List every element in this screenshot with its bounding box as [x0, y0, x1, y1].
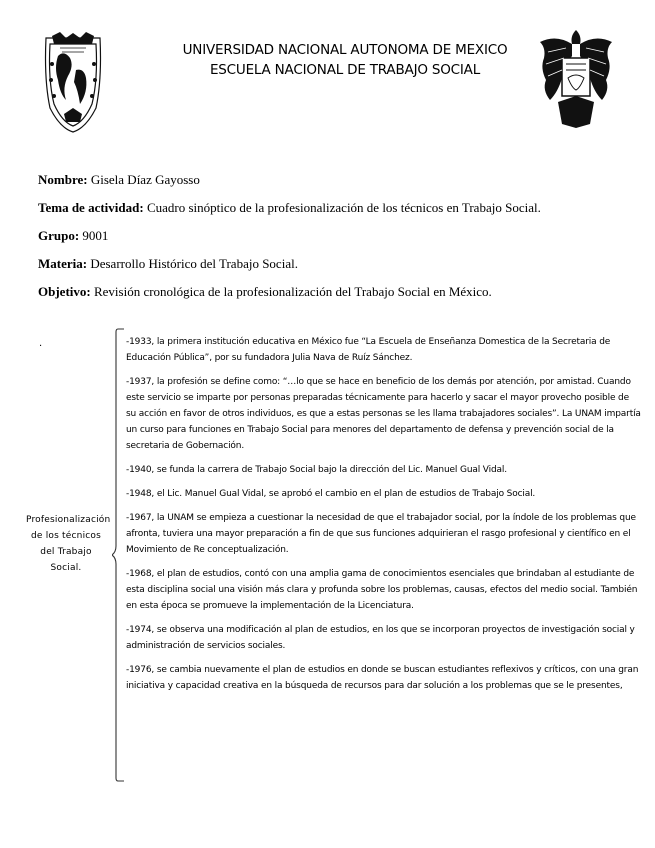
- materia-row: [38, 256, 298, 272]
- curly-brace: [112, 328, 126, 783]
- unam-shield-logo: [40, 30, 106, 134]
- nombre-label: Nombre:: [38, 172, 88, 187]
- materia-label: Materia:: [38, 256, 88, 271]
- objetivo-row: [38, 284, 492, 300]
- materia-value: Desarrollo Histórico del Trabajo Social.: [87, 256, 298, 271]
- timeline-entry: -1940, se funda la carrera de Trabajo Social bajo la dirección del Lic. Manuel Gual Vidal.: [126, 465, 507, 475]
- grupo-value: 9001: [79, 228, 109, 243]
- timeline-entry: -1948, el Lic. Manuel Gual Vidal, se aprobó el cambio en el plan de estudios de Trabajo Social.: [126, 489, 536, 499]
- timeline-entry: -1976, se cambia nuevamente el plan de estudios en donde se buscan estudiantes reflexivos y críticos, con una gran iniciativa y capacidad creativa en la búsqueda de recursos para dar solución a los problemas que se le presentes,: [126, 665, 639, 691]
- topic-label: Profesionalización de los técnicos del Trabajo Social.: [26, 515, 111, 573]
- timeline-entry: -1968, el plan de estudios, contó con una amplia gama de conocimientos esenciales que brindaban al estudiante de esta disciplina social una visión más clara y profunda sobre los problemas, causas, efectos del medio social. También en esta época se promueve la implementación de la Licenciatura.: [126, 569, 638, 611]
- timeline-entry: -1937, la profesión se define como: “…lo que se hace en beneficio de los demás por atención, por amistad. Cuando este servicio se imparte por personas preparadas técnicamente para hacerlo y sacar el mayor provecho posible de su acción en favor de otros individuos, es que a estas personas se les llama trabajadores sociales”. La UNAM impartía un curso para funciones en Trabajo Social para menores del departamento de defensa y prevención social de la secretaria de Gobernación.: [126, 377, 641, 451]
- timeline-entries: [126, 334, 641, 702]
- timeline-entry: -1933, la primera institución educativa en México fue “La Escuela de Enseñanza Domestica de la Secretaria de Educación Pública”, por su fundadora Julia Nava de Ruíz Sánchez.: [126, 337, 611, 363]
- header-line-1: UNIVERSIDAD NACIONAL AUTONOMA DE MEXICO: [182, 42, 508, 58]
- stray-dot: .: [39, 338, 43, 349]
- objetivo-value: Revisión cronológica de la profesionalización del Trabajo Social en México.: [90, 284, 492, 299]
- institution-header: [150, 40, 540, 80]
- timeline-entry: -1974, se observa una modificación al plan de estudios, en los que se incorporan proyectos de investigación social y administración de servicios sociales.: [126, 625, 635, 651]
- tema-row: [38, 200, 541, 216]
- tema-label: Tema de actividad:: [38, 200, 144, 215]
- timeline-entry: -1967, la UNAM se empieza a cuestionar la necesidad de que el trabajador social, por la índole de los problemas que afronta, tuviera una mayor preparación a fin de que sus funciones adquirieran el rasgo profesional y científico en el Movimiento de Re conceptualización.: [126, 513, 636, 555]
- nombre-row: [38, 172, 200, 188]
- grupo-row: [38, 228, 108, 244]
- ents-eagle-logo: [536, 28, 616, 130]
- header-line-2: ESCUELA NACIONAL DE TRABAJO SOCIAL: [209, 62, 481, 78]
- objetivo-label: Objetivo:: [38, 284, 91, 299]
- nombre-value: Gisela Díaz Gayosso: [87, 172, 200, 187]
- tema-value: Cuadro sinóptico de la profesionalización de los técnicos en Trabajo Social.: [143, 200, 541, 215]
- grupo-label: Grupo:: [38, 228, 80, 243]
